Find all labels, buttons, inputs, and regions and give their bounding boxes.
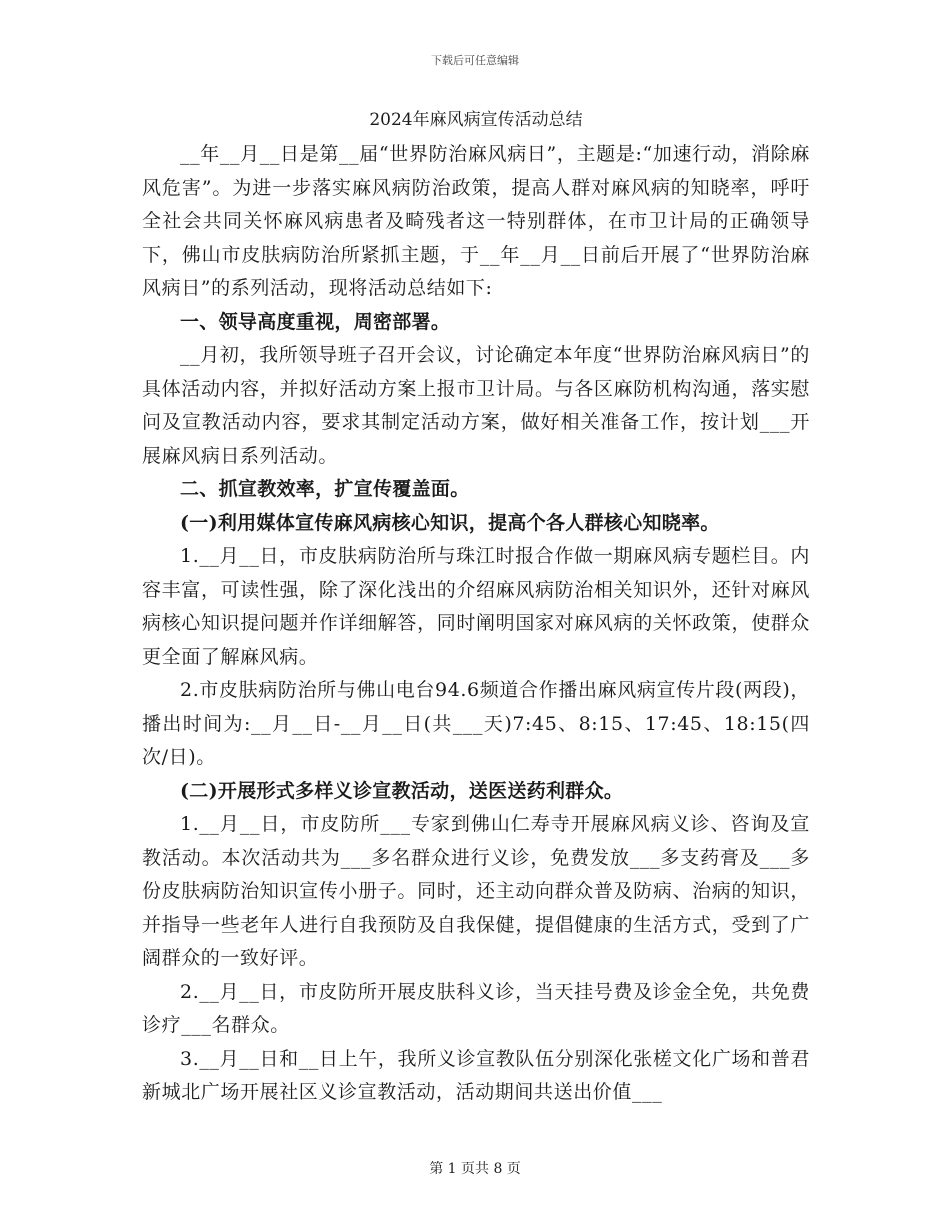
subsection-2-item-2: 2.__月__日，市皮防所开展皮肤科义诊，当天挂号费及诊金全免，共免费诊疗___名群众。 <box>142 980 810 1036</box>
document-body <box>142 108 810 1110</box>
page-footer: 第 1 页共 8 页 <box>429 1161 521 1177</box>
section-heading-1: 一、领导高度重视，周密部署。 <box>180 310 451 333</box>
subsection-heading-2: (二)开展形式多样义诊宣教活动，送医送药利群众。 <box>180 779 624 802</box>
subsection-1-item-1: 1.__月__日，市皮肤病防治所与珠江时报合作做一期麻风病专题栏目。内容丰富，可读性强，除了深化浅出的介绍麻风病防治相关知识外，还针对麻风病核心知识提问题并作详细解答，同时阐明国家对麻风病的关怀政策，使群众更全面了解麻风病。 <box>142 545 810 668</box>
document-title: 2024年麻风病宣传活动总结 <box>369 110 583 130</box>
subsection-1-item-2: 2.市皮肤病防治所与佛山电台94.6频道合作播出麻风病宣传片段(两段)，播出时间为:__月__日-__月__日(共___天)7:45、8:15、17:45、18:15(四次/日)。 <box>142 679 810 768</box>
subsection-2-item-1: 1.__月__日，市皮防所___专家到佛山仁寿寺开展麻风病义诊、咨询及宣教活动。本次活动共为___多名群众进行义诊，免费发放___多支药膏及___多份皮肤病防治知识宣传小册子。同时，还主动向群众普及防病、治病的知识，并指导一些老年人进行自我预防及自我保健，提倡健康的生活方式，受到了广阔群众的一致好评。 <box>142 813 810 969</box>
page-header: 下载后可任意编辑 <box>431 54 519 67</box>
section-1-paragraph: __月初，我所领导班子召开会议，讨论确定本年度“世界防治麻风病日”的具体活动内容，并拟好活动方案上报市卫计局。与各区麻防机构沟通，落实慰问及宣教活动内容，要求其制定活动方案，做好相关准备工作，按计划___开展麻风病日系列活动。 <box>142 344 810 467</box>
section-heading-2: 二、抓宣教效率，扩宣传覆盖面。 <box>180 478 470 500</box>
intro-paragraph: __年__月__日是第__届“世界防治麻风病日”，主题是:“加速行动，消除麻风危害”。为进一步落实麻风病防治政策，提高人群对麻风病的知晓率，呼吁全社会共同关怀麻风病患者及畸残者这一特别群体，在市卫计局的正确领导下，佛山市皮肤病防治所紧抓主题，于__年__月__日前后开展了“世界防治麻风病日”的系列活动，现将活动总结如下: <box>142 143 810 299</box>
subsection-heading-1: (一)利用媒体宣传麻风病核心知识，提高个各人群核心知晓率。 <box>180 511 720 534</box>
subsection-2-item-3: 3.__月__日和__日上午，我所义诊宣教队伍分别深化张槎文化广场和普君新城北广场开展社区义诊宣教活动，活动期间共送出价值___ <box>142 1047 810 1103</box>
